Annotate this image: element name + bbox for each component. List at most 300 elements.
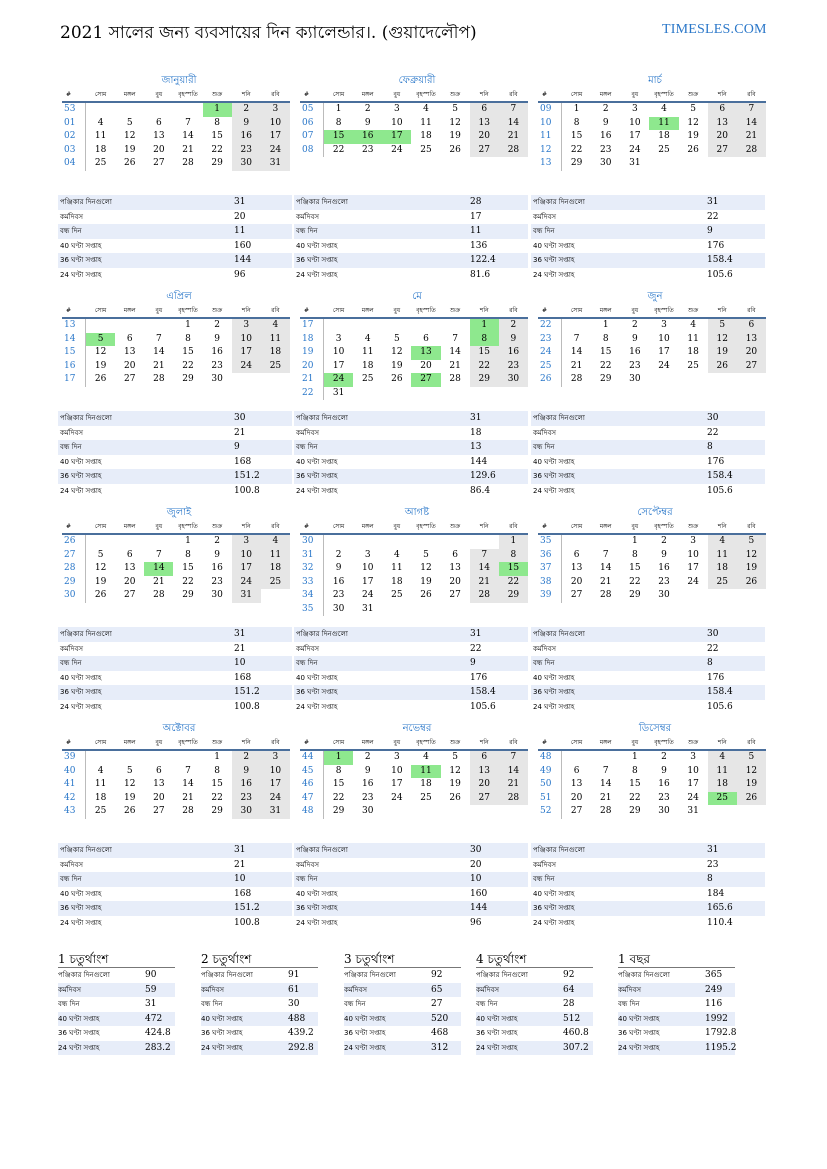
day-cell[interactable]: 6 — [737, 319, 766, 333]
day-cell[interactable]: 17 — [361, 576, 374, 587]
day-cell[interactable]: 24 — [324, 373, 353, 387]
day-cell[interactable]: 25 — [687, 360, 699, 371]
day-cell[interactable]: 7 — [573, 333, 580, 344]
day-cell[interactable]: 30 — [232, 157, 261, 171]
day-cell[interactable]: 6 — [452, 549, 458, 560]
brand-logo[interactable]: TIMESLES.COM — [662, 22, 767, 37]
day-cell[interactable]: 3 — [364, 549, 371, 560]
day-cell[interactable]: 16 — [361, 779, 374, 789]
day-cell[interactable]: 6 — [155, 117, 162, 128]
day-cell[interactable]: 30 — [211, 590, 223, 600]
day-cell[interactable]: 10 — [261, 765, 290, 779]
month-name[interactable]: আগষ্ট — [404, 507, 430, 518]
day-cell[interactable]: 21 — [570, 360, 583, 371]
day-cell[interactable]: 5 — [737, 751, 766, 765]
day-cell[interactable]: 29 — [599, 374, 612, 384]
day-cell[interactable]: 16 — [232, 778, 261, 792]
month-name[interactable]: ফেব্রুয়ারী — [398, 75, 436, 86]
day-cell[interactable]: 18 — [708, 562, 737, 576]
day-cell[interactable]: 15 — [599, 347, 612, 357]
day-cell[interactable]: 13 — [123, 563, 136, 573]
day-cell[interactable]: 20 — [153, 144, 165, 155]
day-cell[interactable]: 28 — [499, 144, 528, 158]
day-cell[interactable]: 25 — [420, 792, 432, 803]
day-cell[interactable]: 4 — [708, 535, 737, 549]
day-cell[interactable]: 28 — [570, 374, 583, 384]
day-cell[interactable]: 28 — [153, 590, 165, 600]
month-name[interactable]: অক্টোবর — [162, 723, 196, 734]
day-cell[interactable]: 25 — [94, 806, 107, 816]
day-cell[interactable]: 28 — [470, 589, 499, 603]
day-cell[interactable]: 8 — [335, 117, 342, 128]
month-name[interactable]: মে — [412, 291, 422, 302]
day-cell[interactable]: 21 — [449, 360, 461, 371]
day-cell[interactable]: 5 — [452, 104, 458, 114]
day-cell[interactable]: 23 — [658, 576, 670, 587]
day-cell[interactable]: 12 — [737, 549, 766, 563]
day-cell[interactable]: 14 — [499, 765, 528, 779]
day-cell[interactable]: 3 — [690, 536, 696, 546]
day-cell[interactable]: 21 — [499, 778, 528, 792]
day-cell[interactable]: 27 — [470, 144, 499, 158]
day-cell[interactable]: 28 — [182, 158, 194, 168]
day-cell[interactable]: 18 — [708, 778, 737, 792]
day-cell[interactable]: 24 — [687, 792, 699, 803]
day-cell[interactable]: 27 — [153, 806, 165, 816]
day-cell[interactable]: 18 — [658, 131, 670, 141]
day-cell[interactable]: 10 — [629, 117, 641, 128]
day-cell[interactable]: 22 — [499, 576, 528, 590]
day-cell[interactable]: 11 — [261, 549, 290, 563]
day-cell[interactable]: 3 — [631, 104, 638, 114]
day-cell[interactable]: 1 — [214, 752, 220, 762]
day-cell[interactable]: 22 — [570, 144, 583, 155]
day-cell[interactable]: 17 — [658, 347, 670, 357]
day-cell[interactable]: 26 — [737, 792, 766, 806]
day-cell[interactable]: 12 — [123, 131, 136, 141]
day-cell[interactable]: 2 — [661, 536, 667, 546]
day-cell[interactable]: 29 — [182, 590, 194, 600]
day-cell[interactable]: 4 — [423, 752, 429, 762]
day-cell[interactable]: 6 — [573, 549, 580, 560]
day-cell[interactable]: 12 — [737, 765, 766, 779]
day-cell[interactable]: 8 — [214, 765, 220, 776]
day-cell[interactable]: 6 — [155, 765, 162, 776]
day-cell[interactable]: 27 — [449, 590, 461, 600]
day-cell[interactable]: 11 — [708, 765, 737, 779]
day-cell[interactable]: 16 — [332, 576, 345, 587]
day-cell[interactable]: 18 — [94, 144, 107, 155]
day-cell[interactable]: 26 — [123, 806, 136, 816]
day-cell[interactable]: 12 — [123, 779, 136, 789]
day-cell[interactable]: 13 — [708, 117, 737, 131]
day-cell[interactable]: 10 — [361, 563, 374, 573]
day-cell[interactable]: 4 — [261, 319, 290, 333]
day-cell[interactable]: 14 — [499, 117, 528, 131]
day-cell[interactable]: 29 — [211, 158, 223, 168]
day-cell[interactable]: 24 — [232, 576, 261, 590]
day-cell[interactable]: 11 — [94, 131, 107, 141]
day-cell[interactable]: 10 — [232, 333, 261, 347]
month-name[interactable]: নভেম্বর — [402, 723, 432, 734]
day-cell[interactable]: 20 — [737, 346, 766, 360]
day-cell[interactable]: 14 — [570, 347, 583, 357]
day-cell[interactable]: 31 — [361, 603, 374, 614]
day-cell[interactable]: 28 — [153, 374, 165, 384]
day-cell[interactable]: 2 — [214, 536, 220, 546]
day-cell[interactable]: 31 — [687, 806, 699, 816]
day-cell[interactable]: 23 — [361, 792, 374, 803]
day-cell[interactable]: 16 — [499, 346, 528, 360]
day-cell[interactable]: 25 — [658, 144, 670, 155]
month-name[interactable]: ডিসেম্বর — [638, 723, 672, 734]
day-cell[interactable]: 27 — [123, 590, 136, 600]
day-cell[interactable]: 14 — [182, 779, 194, 789]
day-cell[interactable]: 2 — [602, 104, 609, 114]
day-cell[interactable]: 30 — [658, 590, 670, 600]
day-cell[interactable]: 15 — [332, 779, 345, 789]
day-cell[interactable]: 10 — [687, 549, 699, 560]
day-cell[interactable]: 19 — [391, 360, 403, 371]
day-cell[interactable]: 29 — [470, 373, 499, 387]
day-cell[interactable]: 23 — [211, 576, 223, 587]
day-cell[interactable]: 10 — [687, 765, 699, 776]
day-cell[interactable]: 18 — [261, 562, 290, 576]
day-cell[interactable]: 9 — [661, 765, 667, 776]
day-cell[interactable]: 11 — [649, 117, 678, 131]
day-cell[interactable]: 4 — [690, 320, 696, 330]
day-cell[interactable]: 17 — [232, 346, 261, 360]
day-cell[interactable]: 1 — [602, 320, 609, 330]
day-cell[interactable]: 26 — [94, 590, 107, 600]
day-cell[interactable]: 4 — [393, 549, 400, 560]
day-cell[interactable]: 15 — [182, 347, 194, 357]
day-cell[interactable]: 21 — [599, 576, 612, 587]
day-cell[interactable]: 7 — [499, 103, 528, 117]
day-cell[interactable]: 5 — [86, 333, 115, 347]
day-cell[interactable]: 19 — [420, 576, 432, 587]
day-cell[interactable]: 21 — [470, 576, 499, 590]
day-cell[interactable]: 1 — [631, 752, 638, 762]
day-cell[interactable]: 6 — [126, 333, 133, 344]
day-cell[interactable]: 26 — [449, 144, 461, 155]
day-cell[interactable]: 2 — [631, 320, 638, 330]
day-cell[interactable]: 19 — [449, 779, 461, 789]
day-cell[interactable]: 13 — [123, 347, 136, 357]
day-cell[interactable]: 12 — [420, 563, 432, 573]
day-cell[interactable]: 21 — [182, 144, 194, 155]
day-cell[interactable]: 15 — [629, 563, 641, 573]
day-cell[interactable]: 19 — [123, 144, 136, 155]
day-cell[interactable]: 14 — [449, 347, 461, 357]
day-cell[interactable]: 17 — [261, 130, 290, 144]
day-cell[interactable]: 11 — [420, 117, 432, 128]
day-cell[interactable]: 2 — [232, 103, 261, 117]
day-cell[interactable]: 17 — [391, 779, 403, 789]
day-cell[interactable]: 19 — [737, 562, 766, 576]
day-cell[interactable]: 29 — [499, 589, 528, 603]
day-cell[interactable]: 23 — [599, 144, 612, 155]
day-cell[interactable]: 30 — [629, 374, 641, 384]
day-cell[interactable]: 1 — [324, 751, 353, 765]
day-cell[interactable]: 16 — [629, 347, 641, 357]
day-cell[interactable]: 9 — [364, 765, 371, 776]
day-cell[interactable]: 22 — [332, 144, 345, 155]
day-cell[interactable]: 9 — [364, 117, 371, 128]
day-cell[interactable]: 27 — [570, 806, 583, 816]
day-cell[interactable]: 30 — [499, 373, 528, 387]
month-name[interactable]: মার্চ — [648, 75, 662, 86]
day-cell[interactable]: 1 — [185, 536, 191, 546]
day-cell[interactable]: 20 — [153, 792, 165, 803]
day-cell[interactable]: 29 — [332, 806, 345, 816]
day-cell[interactable]: 9 — [499, 333, 528, 347]
day-cell[interactable]: 13 — [153, 131, 165, 141]
day-cell[interactable]: 22 — [470, 360, 499, 374]
day-cell[interactable]: 22 — [629, 576, 641, 587]
day-cell[interactable]: 31 — [629, 158, 641, 168]
day-cell[interactable]: 5 — [737, 535, 766, 549]
day-cell[interactable]: 12 — [449, 765, 461, 776]
day-cell[interactable]: 18 — [420, 779, 432, 789]
day-cell[interactable]: 24 — [687, 576, 699, 587]
day-cell[interactable]: 9 — [214, 549, 220, 560]
day-cell[interactable]: 8 — [185, 549, 191, 560]
day-cell[interactable]: 7 — [155, 333, 162, 344]
day-cell[interactable]: 20 — [449, 576, 461, 587]
day-cell[interactable]: 27 — [411, 373, 440, 387]
day-cell[interactable]: 26 — [391, 374, 403, 384]
day-cell[interactable]: 29 — [211, 806, 223, 816]
day-cell[interactable]: 24 — [391, 144, 403, 155]
day-cell[interactable]: 8 — [470, 333, 499, 347]
day-cell[interactable]: 7 — [185, 765, 191, 776]
day-cell[interactable]: 26 — [449, 792, 461, 803]
day-cell[interactable]: 14 — [599, 779, 612, 789]
day-cell[interactable]: 9 — [631, 333, 638, 344]
day-cell[interactable]: 1 — [470, 319, 499, 333]
day-cell[interactable]: 30 — [211, 374, 223, 384]
day-cell[interactable]: 28 — [599, 806, 612, 816]
day-cell[interactable]: 4 — [423, 104, 429, 114]
day-cell[interactable]: 22 — [629, 792, 641, 803]
day-cell[interactable]: 23 — [332, 590, 345, 600]
day-cell[interactable]: 17 — [261, 778, 290, 792]
day-cell[interactable]: 28 — [449, 374, 461, 384]
day-cell[interactable]: 21 — [599, 792, 612, 803]
day-cell[interactable]: 19 — [449, 131, 461, 141]
day-cell[interactable]: 31 — [261, 157, 290, 171]
day-cell[interactable]: 25 — [94, 158, 107, 168]
day-cell[interactable]: 13 — [470, 765, 499, 779]
day-cell[interactable]: 28 — [182, 806, 194, 816]
day-cell[interactable]: 10 — [332, 347, 345, 357]
day-cell[interactable]: 1 — [631, 536, 638, 546]
day-cell[interactable]: 16 — [211, 347, 223, 357]
day-cell[interactable]: 9 — [602, 117, 609, 128]
day-cell[interactable]: 3 — [232, 535, 261, 549]
day-cell[interactable]: 4 — [708, 751, 737, 765]
day-cell[interactable]: 17 — [382, 130, 411, 144]
day-cell[interactable]: 4 — [661, 104, 667, 114]
day-cell[interactable]: 21 — [153, 360, 165, 371]
day-cell[interactable]: 13 — [411, 346, 440, 360]
day-cell[interactable]: 11 — [391, 563, 403, 573]
day-cell[interactable]: 10 — [391, 117, 403, 128]
day-cell[interactable]: 21 — [182, 792, 194, 803]
day-cell[interactable]: 25 — [391, 590, 403, 600]
day-cell[interactable]: 30 — [232, 805, 261, 819]
day-cell[interactable]: 22 — [182, 576, 194, 587]
day-cell[interactable]: 12 — [391, 347, 403, 357]
day-cell[interactable]: 14 — [144, 562, 173, 576]
day-cell[interactable]: 1 — [335, 104, 342, 114]
day-cell[interactable]: 17 — [687, 779, 699, 789]
day-cell[interactable]: 23 — [232, 792, 261, 806]
day-cell[interactable]: 16 — [353, 130, 382, 144]
day-cell[interactable]: 5 — [126, 117, 133, 128]
day-cell[interactable]: 11 — [411, 765, 440, 779]
day-cell[interactable]: 7 — [499, 751, 528, 765]
day-cell[interactable]: 5 — [423, 549, 429, 560]
day-cell[interactable]: 5 — [126, 765, 133, 776]
day-cell[interactable]: 20 — [420, 360, 432, 371]
day-cell[interactable]: 11 — [687, 333, 699, 344]
day-cell[interactable]: 8 — [631, 765, 638, 776]
day-cell[interactable]: 24 — [629, 144, 641, 155]
day-cell[interactable]: 27 — [570, 590, 583, 600]
day-cell[interactable]: 24 — [261, 144, 290, 158]
day-cell[interactable]: 29 — [629, 806, 641, 816]
day-cell[interactable]: 4 — [97, 117, 104, 128]
day-cell[interactable]: 8 — [631, 549, 638, 560]
day-cell[interactable]: 3 — [232, 319, 261, 333]
day-cell[interactable]: 23 — [629, 360, 641, 371]
day-cell[interactable]: 12 — [449, 117, 461, 128]
day-cell[interactable]: 1 — [185, 320, 191, 330]
day-cell[interactable]: 3 — [690, 752, 696, 762]
day-cell[interactable]: 12 — [94, 563, 107, 573]
day-cell[interactable]: 23 — [232, 144, 261, 158]
day-cell[interactable]: 25 — [708, 792, 737, 806]
day-cell[interactable]: 15 — [324, 130, 353, 144]
day-cell[interactable]: 24 — [232, 360, 261, 374]
day-cell[interactable]: 7 — [737, 103, 766, 117]
day-cell[interactable]: 23 — [658, 792, 670, 803]
day-cell[interactable]: 8 — [573, 117, 580, 128]
day-cell[interactable]: 8 — [214, 117, 220, 128]
day-cell[interactable]: 25 — [261, 576, 290, 590]
day-cell[interactable]: 27 — [708, 144, 737, 158]
day-cell[interactable]: 26 — [737, 576, 766, 590]
day-cell[interactable]: 17 — [629, 131, 641, 141]
day-cell[interactable]: 2 — [661, 752, 667, 762]
day-cell[interactable]: 11 — [361, 347, 374, 357]
day-cell[interactable]: 8 — [499, 549, 528, 563]
day-cell[interactable]: 14 — [737, 117, 766, 131]
day-cell[interactable]: 21 — [499, 130, 528, 144]
day-cell[interactable]: 15 — [211, 131, 223, 141]
day-cell[interactable]: 8 — [335, 765, 342, 776]
day-cell[interactable]: 2 — [335, 549, 342, 560]
day-cell[interactable]: 3 — [661, 320, 667, 330]
day-cell[interactable]: 30 — [361, 806, 374, 816]
day-cell[interactable]: 21 — [737, 130, 766, 144]
day-cell[interactable]: 6 — [708, 103, 737, 117]
day-cell[interactable]: 4 — [364, 333, 371, 344]
day-cell[interactable]: 10 — [232, 549, 261, 563]
day-cell[interactable]: 16 — [599, 131, 612, 141]
day-cell[interactable]: 30 — [599, 158, 612, 168]
day-cell[interactable]: 20 — [123, 576, 136, 587]
day-cell[interactable]: 4 — [97, 765, 104, 776]
day-cell[interactable]: 15 — [182, 563, 194, 573]
day-cell[interactable]: 7 — [452, 333, 458, 344]
day-cell[interactable]: 2 — [232, 751, 261, 765]
day-cell[interactable]: 15 — [629, 779, 641, 789]
day-cell[interactable]: 19 — [94, 360, 107, 371]
day-cell[interactable]: 19 — [123, 792, 136, 803]
day-cell[interactable]: 18 — [261, 346, 290, 360]
day-cell[interactable]: 27 — [123, 374, 136, 384]
day-cell[interactable]: 16 — [658, 563, 670, 573]
day-cell[interactable]: 24 — [361, 590, 374, 600]
day-cell[interactable]: 9 — [335, 563, 342, 573]
day-cell[interactable]: 30 — [332, 603, 345, 614]
day-cell[interactable]: 18 — [391, 576, 403, 587]
day-cell[interactable]: 6 — [470, 103, 499, 117]
day-cell[interactable]: 5 — [393, 333, 400, 344]
day-cell[interactable]: 10 — [658, 333, 670, 344]
day-cell[interactable]: 31 — [261, 805, 290, 819]
day-cell[interactable]: 5 — [708, 319, 737, 333]
day-cell[interactable]: 2 — [499, 319, 528, 333]
day-cell[interactable]: 14 — [470, 562, 499, 576]
day-cell[interactable]: 1 — [203, 103, 232, 117]
day-cell[interactable]: 12 — [708, 333, 737, 347]
day-cell[interactable]: 18 — [361, 360, 374, 371]
day-cell[interactable]: 23 — [499, 360, 528, 374]
day-cell[interactable]: 18 — [420, 131, 432, 141]
day-cell[interactable]: 17 — [687, 563, 699, 573]
day-cell[interactable]: 9 — [661, 549, 667, 560]
day-cell[interactable]: 27 — [153, 158, 165, 168]
day-cell[interactable]: 20 — [470, 778, 499, 792]
day-cell[interactable]: 3 — [261, 751, 290, 765]
day-cell[interactable]: 28 — [499, 792, 528, 806]
day-cell[interactable]: 25 — [361, 374, 374, 384]
day-cell[interactable]: 20 — [570, 792, 583, 803]
day-cell[interactable]: 3 — [393, 752, 400, 762]
day-cell[interactable]: 15 — [570, 131, 583, 141]
day-cell[interactable]: 29 — [570, 158, 583, 168]
day-cell[interactable]: 15 — [470, 346, 499, 360]
day-cell[interactable]: 25 — [261, 360, 290, 374]
day-cell[interactable]: 22 — [332, 792, 345, 803]
month-name[interactable]: জুলাই — [166, 507, 192, 518]
day-cell[interactable]: 25 — [708, 576, 737, 590]
day-cell[interactable]: 11 — [261, 333, 290, 347]
day-cell[interactable]: 16 — [211, 563, 223, 573]
month-name[interactable]: জুন — [647, 291, 663, 302]
day-cell[interactable]: 31 — [232, 589, 261, 603]
day-cell[interactable]: 13 — [737, 333, 766, 347]
day-cell[interactable]: 13 — [470, 117, 499, 131]
day-cell[interactable]: 18 — [687, 347, 699, 357]
day-cell[interactable]: 2 — [214, 320, 220, 330]
day-cell[interactable]: 31 — [332, 387, 345, 398]
day-cell[interactable]: 20 — [123, 360, 136, 371]
